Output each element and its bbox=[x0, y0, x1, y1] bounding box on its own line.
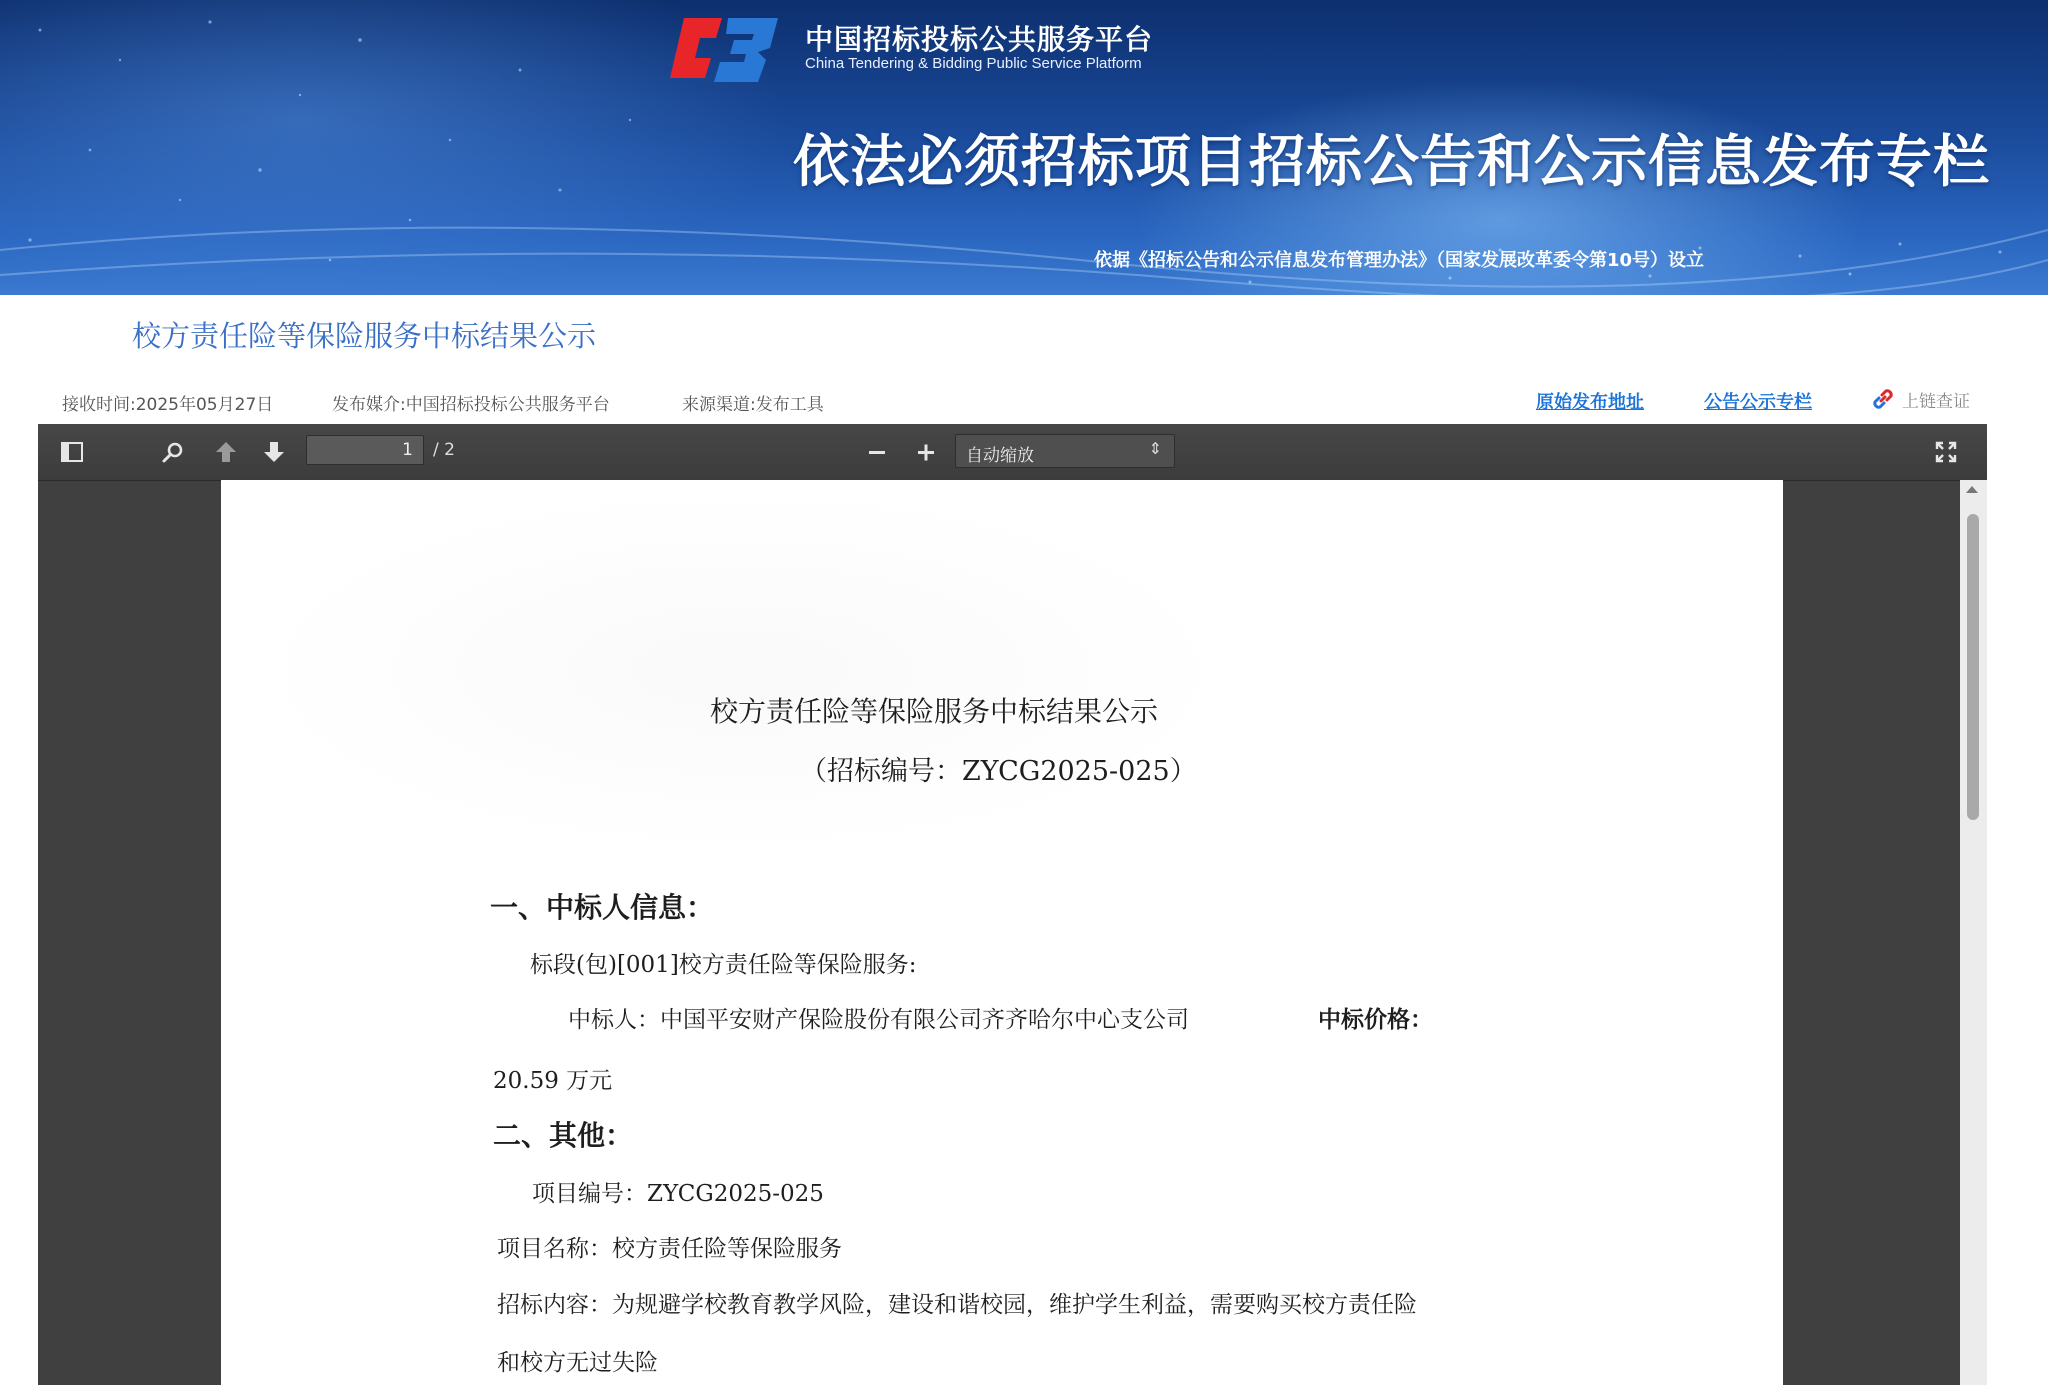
doc-content-line-1: 招标内容：为规避学校教育教学风险，建设和谐校园，维护学生利益，需要购买校方责任险 bbox=[497, 1292, 1417, 1318]
scrollbar-thumb[interactable] bbox=[1967, 514, 1979, 820]
page-count: / 2 bbox=[433, 440, 455, 460]
chain-verify-label: 上链查证 bbox=[1902, 391, 1970, 412]
doc-lot: 标段(包)[001]校方责任险等保险服务: bbox=[530, 952, 917, 978]
zoom-select-value: 自动缩放 bbox=[966, 446, 1034, 466]
zoom-in-button[interactable] bbox=[912, 438, 940, 466]
source-channel: 来源渠道:发布工具 bbox=[682, 395, 824, 415]
banner-basis-text: 依据《招标公告和公示信息发布管理办法》（国家发展改革委令第10号）设立 bbox=[1094, 250, 1705, 271]
doc-price-value: 20.59 万元 bbox=[493, 1068, 613, 1094]
received-time: 接收时间:2025年05月27日 bbox=[62, 395, 274, 415]
doc-section-1: 一、中标人信息： bbox=[490, 891, 715, 924]
doc-content-line-2: 和校方无过失险 bbox=[497, 1350, 658, 1376]
doc-project-name: 项目名称：校方责任险等保险服务 bbox=[497, 1236, 842, 1262]
platform-name-cn: 中国招标投标公共服务平台 bbox=[805, 23, 1154, 56]
page-title: 校方责任险等保险服务中标结果公示 bbox=[132, 319, 597, 353]
page-number-input[interactable] bbox=[306, 435, 424, 465]
arrow-down-icon bbox=[262, 440, 286, 464]
sidebar-toggle-button[interactable] bbox=[58, 438, 86, 466]
pdf-viewer bbox=[38, 424, 1987, 1385]
zoom-out-button[interactable] bbox=[863, 438, 891, 466]
publish-media: 发布媒介:中国招标投标公共服务平台 bbox=[332, 395, 610, 415]
sidebar-toggle-icon bbox=[60, 441, 84, 463]
scroll-up-arrow-icon[interactable] bbox=[1966, 486, 1978, 493]
platform-name-en: China Tendering & Bidding Public Service Platform bbox=[805, 55, 1142, 72]
next-page-button[interactable] bbox=[260, 438, 288, 466]
platform-logo-icon bbox=[670, 14, 782, 84]
column-link[interactable]: 公告公示专栏 bbox=[1704, 392, 1812, 413]
doc-subtitle: （招标编号：ZYCG2025-025） bbox=[800, 756, 1197, 787]
link-icon bbox=[1870, 386, 1896, 412]
pdf-toolbar bbox=[38, 424, 1987, 481]
doc-title: 校方责任险等保险服务中标结果公示 bbox=[710, 695, 1159, 728]
chain-verify-button[interactable] bbox=[1870, 386, 1970, 412]
pdf-page bbox=[221, 480, 1783, 1385]
minus-icon bbox=[865, 440, 889, 464]
search-icon bbox=[161, 440, 185, 464]
zoom-select[interactable] bbox=[955, 434, 1175, 468]
arrow-up-icon bbox=[214, 440, 238, 464]
doc-price-label: 中标价格： bbox=[1318, 1006, 1433, 1033]
doc-section-2: 二、其他： bbox=[493, 1119, 634, 1152]
previous-page-button[interactable] bbox=[212, 438, 240, 466]
doc-project-no: 项目编号：ZYCG2025-025 bbox=[532, 1181, 824, 1207]
header-banner bbox=[0, 0, 2048, 295]
plus-icon bbox=[914, 440, 938, 464]
original-link[interactable]: 原始发布地址 bbox=[1536, 392, 1644, 413]
fullscreen-icon bbox=[1934, 440, 1958, 464]
search-button[interactable] bbox=[159, 438, 187, 466]
banner-title: 依法必须招标项目招标公告和公示信息发布专栏 bbox=[793, 130, 1990, 195]
doc-winner: 中标人：中国平安财产保险股份有限公司齐齐哈尔中心支公司 bbox=[568, 1007, 1189, 1033]
fullscreen-button[interactable] bbox=[1932, 438, 1960, 466]
select-caret-icon: ⇕ bbox=[1148, 439, 1162, 458]
